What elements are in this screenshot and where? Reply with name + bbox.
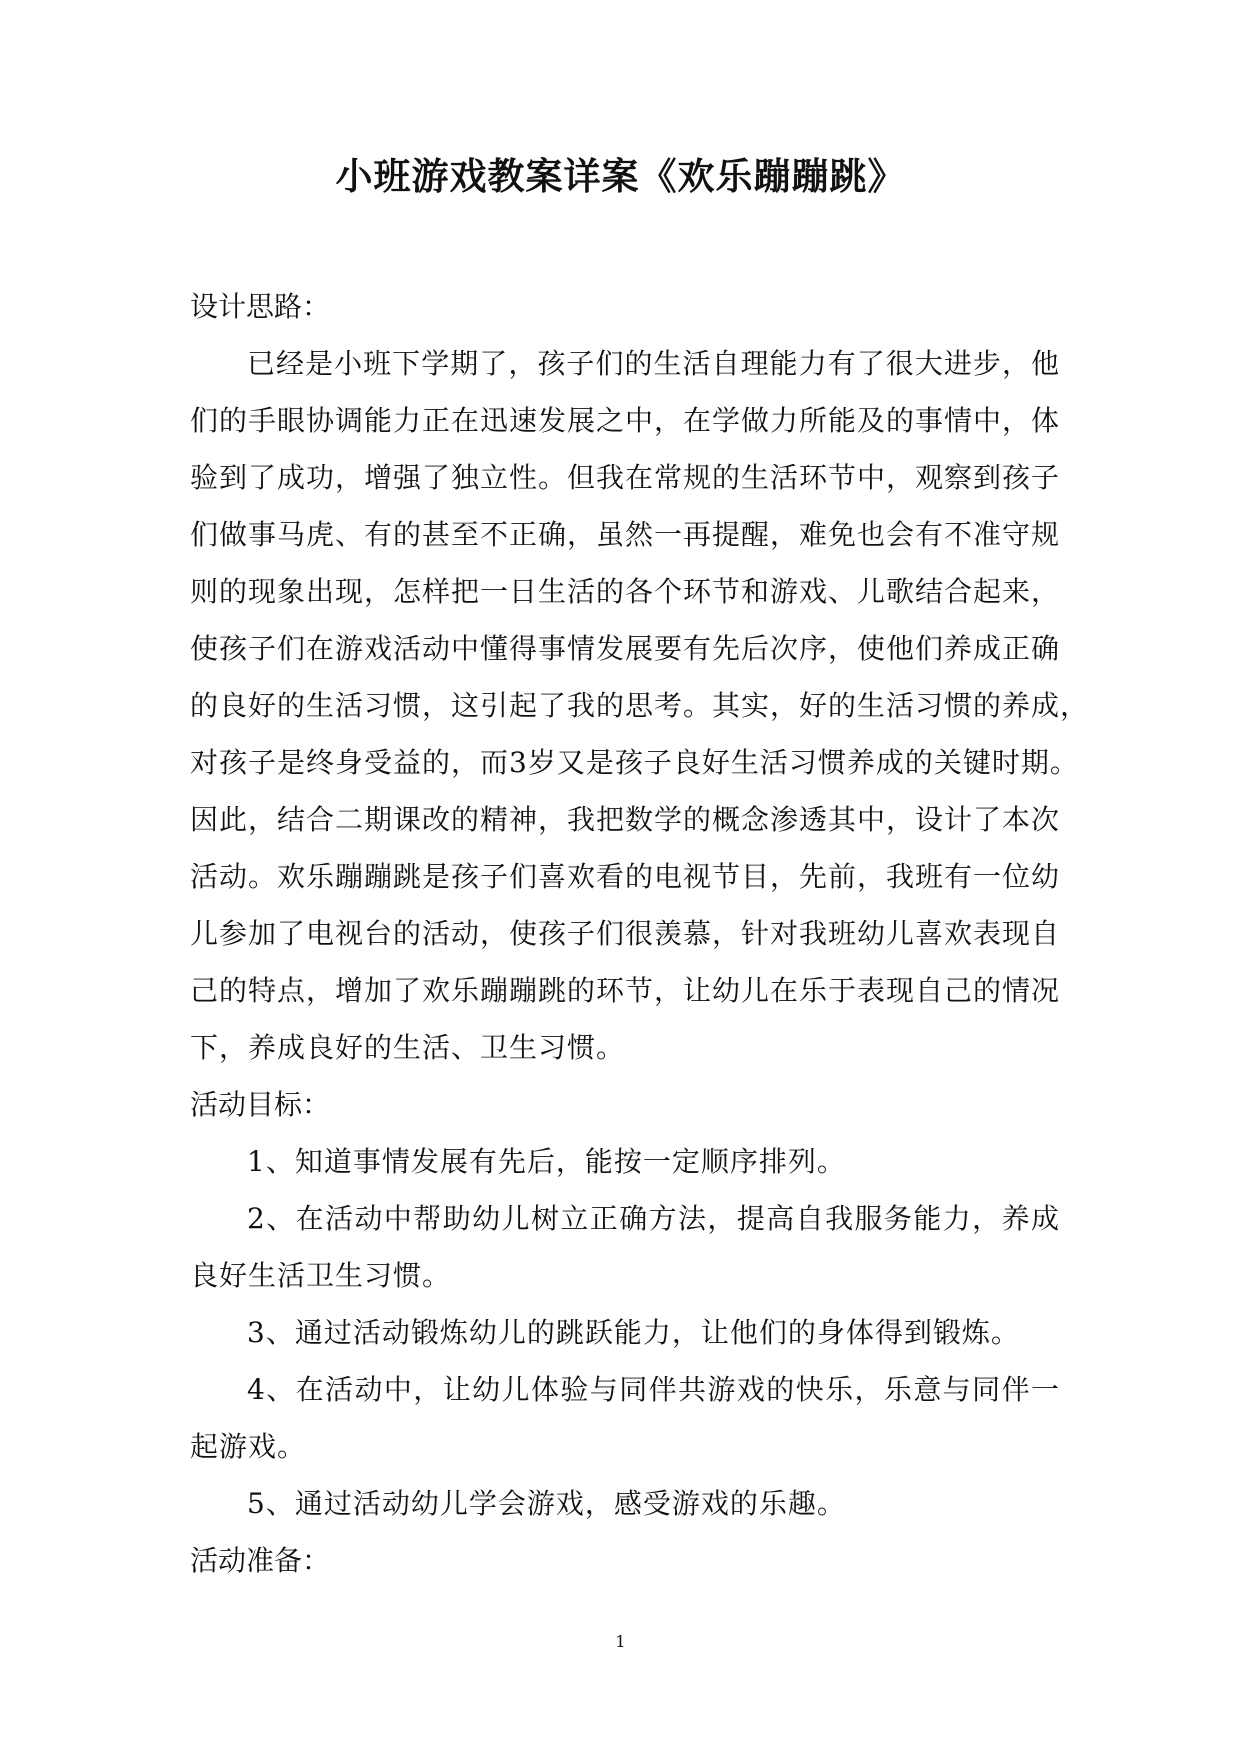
section-heading-preparation: 活动准备： (190, 1544, 331, 1577)
goal-line: 2、在活动中帮助幼儿树立正确方法，提高自我服务能力，养成 (247, 1202, 1060, 1235)
paragraph-line: 验到了成功，增强了独立性。但我在常规的生活环节中，观察到孩子 (190, 461, 1061, 494)
goal-item (190, 1361, 1060, 1475)
section-heading-goals: 活动目标： (190, 1088, 331, 1121)
paragraph-line: 则的现象出现，怎样把一日生活的各个环节和游戏、儿歌结合起来， (190, 575, 1061, 608)
design-paragraph (190, 335, 1090, 1076)
goal-line: 4、在活动中，让幼儿体验与同伴共游戏的快乐，乐意与同伴一 (247, 1373, 1060, 1406)
goal-item (190, 1304, 1060, 1361)
paragraph-line: 因此，结合二期课改的精神，我把数学的概念渗透其中，设计了本次 (190, 803, 1061, 836)
goal-item (190, 1190, 1060, 1304)
goal-item (190, 1133, 1060, 1190)
document-title: 小班游戏教案详案《欢乐蹦蹦跳》 (335, 154, 906, 198)
paragraph-line: 们的手眼协调能力正在迅速发展之中，在学做力所能及的事情中，体 (190, 404, 1061, 437)
section-heading-design: 设计思路： (190, 290, 331, 323)
page-number: 1 (615, 1632, 626, 1651)
document-body (190, 278, 1090, 1589)
goal-line: 3、通过活动锻炼幼儿的跳跃能力，让他们的身体得到锻炼。 (247, 1316, 1020, 1349)
paragraph-line: 已经是小班下学期了，孩子们的生活自理能力有了很大进步，他 (247, 347, 1060, 380)
goal-line: 良好生活卫生习惯。 (190, 1259, 452, 1292)
paragraph-line: 下，养成良好的生活、卫生习惯。 (190, 1031, 626, 1064)
paragraph-line: 活动。欢乐蹦蹦跳是孩子们喜欢看的电视节目，先前，我班有一位幼 (190, 860, 1061, 893)
paragraph-line: 们做事马虎、有的甚至不正确，虽然一再提醒，难免也会有不准守规 (190, 518, 1061, 551)
paragraph-line: 的良好的生活习惯，这引起了我的思考。其实，好的生活习惯的养成， (190, 689, 1090, 722)
goal-line: 5、通过活动幼儿学会游戏，感受游戏的乐趣。 (247, 1487, 846, 1520)
goal-line: 起游戏。 (190, 1430, 307, 1463)
paragraph-line: 己的特点，增加了欢乐蹦蹦跳的环节，让幼儿在乐于表现自己的情况 (190, 974, 1061, 1007)
paragraph-line: 使孩子们在游戏活动中懂得事情发展要有先后次序，使他们养成正确 (190, 632, 1061, 665)
goal-line: 1、知道事情发展有先后，能按一定顺序排列。 (247, 1145, 846, 1178)
goal-item (190, 1475, 1060, 1532)
paragraph-line: 对孩子是终身受益的，而3岁又是孩子良好生活习惯养成的关键时期。 (190, 746, 1079, 779)
paragraph-line: 儿参加了电视台的活动，使孩子们很羡慕，针对我班幼儿喜欢表现自 (190, 917, 1061, 950)
